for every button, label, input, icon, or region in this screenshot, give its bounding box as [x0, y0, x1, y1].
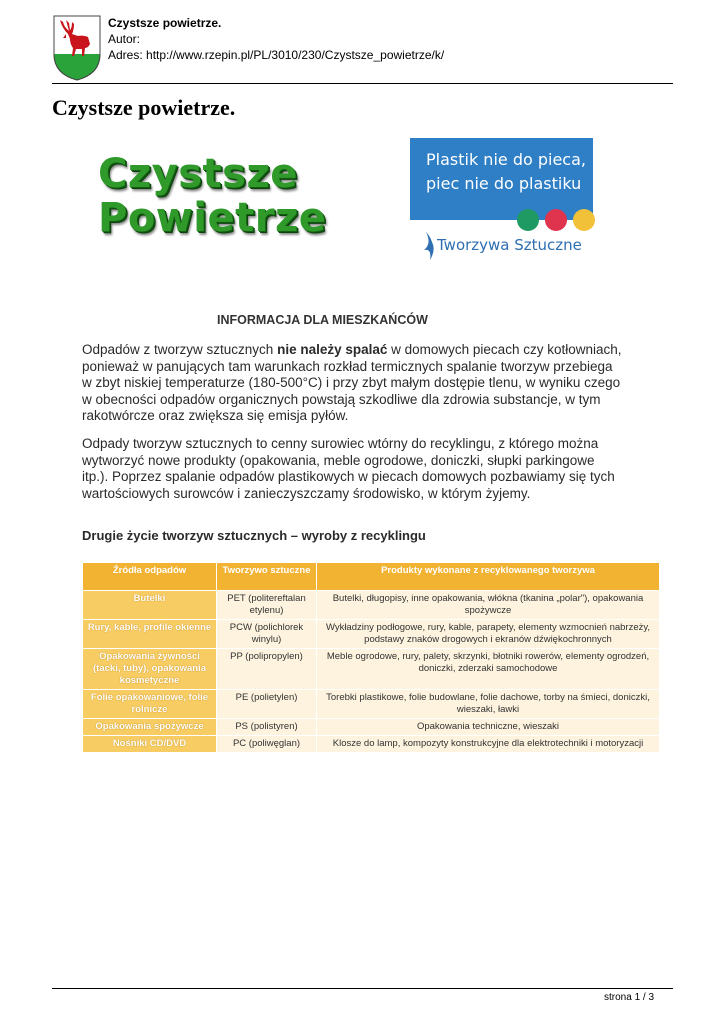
table-header-row: [83, 563, 660, 591]
recycling-table: [82, 562, 660, 753]
cell-material: PET (politereftalan etylenu): [217, 591, 317, 620]
cell-source: Butelki: [83, 591, 217, 620]
cell-source: Opakowania spożywcze: [83, 719, 217, 736]
info-heading: INFORMACJA DLA MIESZKAŃCÓW: [217, 313, 428, 327]
doc-address: Adres: http://www.rzepin.pl/PL/3010/230/Czystsze_powietrze/k/: [108, 48, 445, 62]
table-row: [83, 736, 660, 753]
info-paragraph-2: Odpady tworzyw sztucznych to cenny surowiec wtórny do recyklingu, z którego można wytworzyć nowe produkty (opakowania, meble ogrodowe, doniczki, słupki parkingowe itp.). Poprzez spalanie odpadów plastikowych w piecach domowych pozbawiamy się tych wartościowych surowców i zanieczyszczamy środowisko, w którym żyjemy.: [82, 436, 615, 501]
cell-products: Meble ogrodowe, rury, palety, skrzynki, błotniki rowerów, elementy ogrodzeń, doniczki, zderzaki samochodowe: [317, 649, 660, 690]
header-divider: [52, 83, 673, 84]
cell-source: Nośniki CD/DVD: [83, 736, 217, 753]
logo-line-1: Czystsze: [98, 151, 298, 197]
cell-material: PP (polipropylen): [217, 649, 317, 690]
doc-author: Autor:: [108, 32, 141, 46]
cell-material: PCW (polichlorek winylu): [217, 620, 317, 649]
table-row: [83, 649, 660, 690]
page-number: strona 1 / 3: [604, 992, 655, 1003]
doc-title: Czystsze powietrze.: [108, 16, 222, 30]
campaign-line-2: piec nie do plastiku: [426, 174, 582, 193]
table-row: [83, 719, 660, 736]
table-row: [83, 620, 660, 649]
campaign-line-1: Plastik nie do pieca,: [426, 150, 586, 169]
document-meta: [108, 15, 444, 63]
czystsze-powietrze-logo: [98, 151, 327, 241]
logo-line-2: Powietrze: [98, 195, 327, 241]
header-products: Produkty wykonane z recyklowanego tworzywa: [317, 563, 660, 591]
cell-material: PE (polietylen): [217, 690, 317, 719]
cell-products: Klosze do lamp, kompozyty konstrukcyjne dla elektrotechniki i motoryzacji: [317, 736, 660, 753]
brand-name: Tworzywa Sztuczne: [437, 236, 582, 254]
p1-text-end: w domowych piecach czy kotłowniach, ponieważ w panujących tam warunkach rozkład termicznych spalanie tworzyw przebiega w zbyt niskiej temperaturze (180-500°C) i przy zbyt małym dostępie tlenu, w wyniku czego w obecności odpadów organicznych powstają szkodliwe dla zdrowia substancje, w tym rakotwórcze oraz zwiększa się emisja pyłów.: [82, 342, 622, 423]
cell-material: PS (polistyren): [217, 719, 317, 736]
header-sources: Źródła odpadów: [83, 563, 217, 591]
page-title: Czystsze powietrze.: [52, 95, 236, 120]
p1-text-start: Odpadów z tworzyw sztucznych: [82, 342, 278, 357]
table-row: [83, 591, 660, 620]
recycling-subheading: Drugie życie tworzyw sztucznych – wyroby z recyklingu: [82, 528, 426, 543]
footer-divider: [52, 988, 673, 989]
info-paragraph-1: [82, 342, 622, 425]
table-row: [83, 690, 660, 719]
p1-bold-text: nie należy spalać: [277, 342, 388, 357]
cell-products: Butelki, długopisy, inne opakowania, włókna (tkanina „polar"), opakowania spożywcze: [317, 591, 660, 620]
cell-source: Folie opakowaniowe, folie rolnicze: [83, 690, 217, 719]
cell-material: PC (poliwęglan): [217, 736, 317, 753]
cell-source: Rury, kable, profile okienne: [83, 620, 217, 649]
coat-of-arms-icon: [52, 14, 102, 82]
cell-products: Torebki plastikowe, folie budowlane, folie dachowe, torby na śmieci, doniczki, wieszaki, ławki: [317, 690, 660, 719]
cell-products: Opakowania techniczne, wieszaki: [317, 719, 660, 736]
header-material: Tworzywo sztuczne: [217, 563, 317, 591]
cell-source: Opakowania żywności (tacki, tuby), opakowania kosmetyczne: [83, 649, 217, 690]
cell-products: Wykładziny podłogowe, rury, kable, parapety, elementy wzmocnień nabrzeży, podstawy znaków drogowych i ekranów dźwiękochronnych: [317, 620, 660, 649]
